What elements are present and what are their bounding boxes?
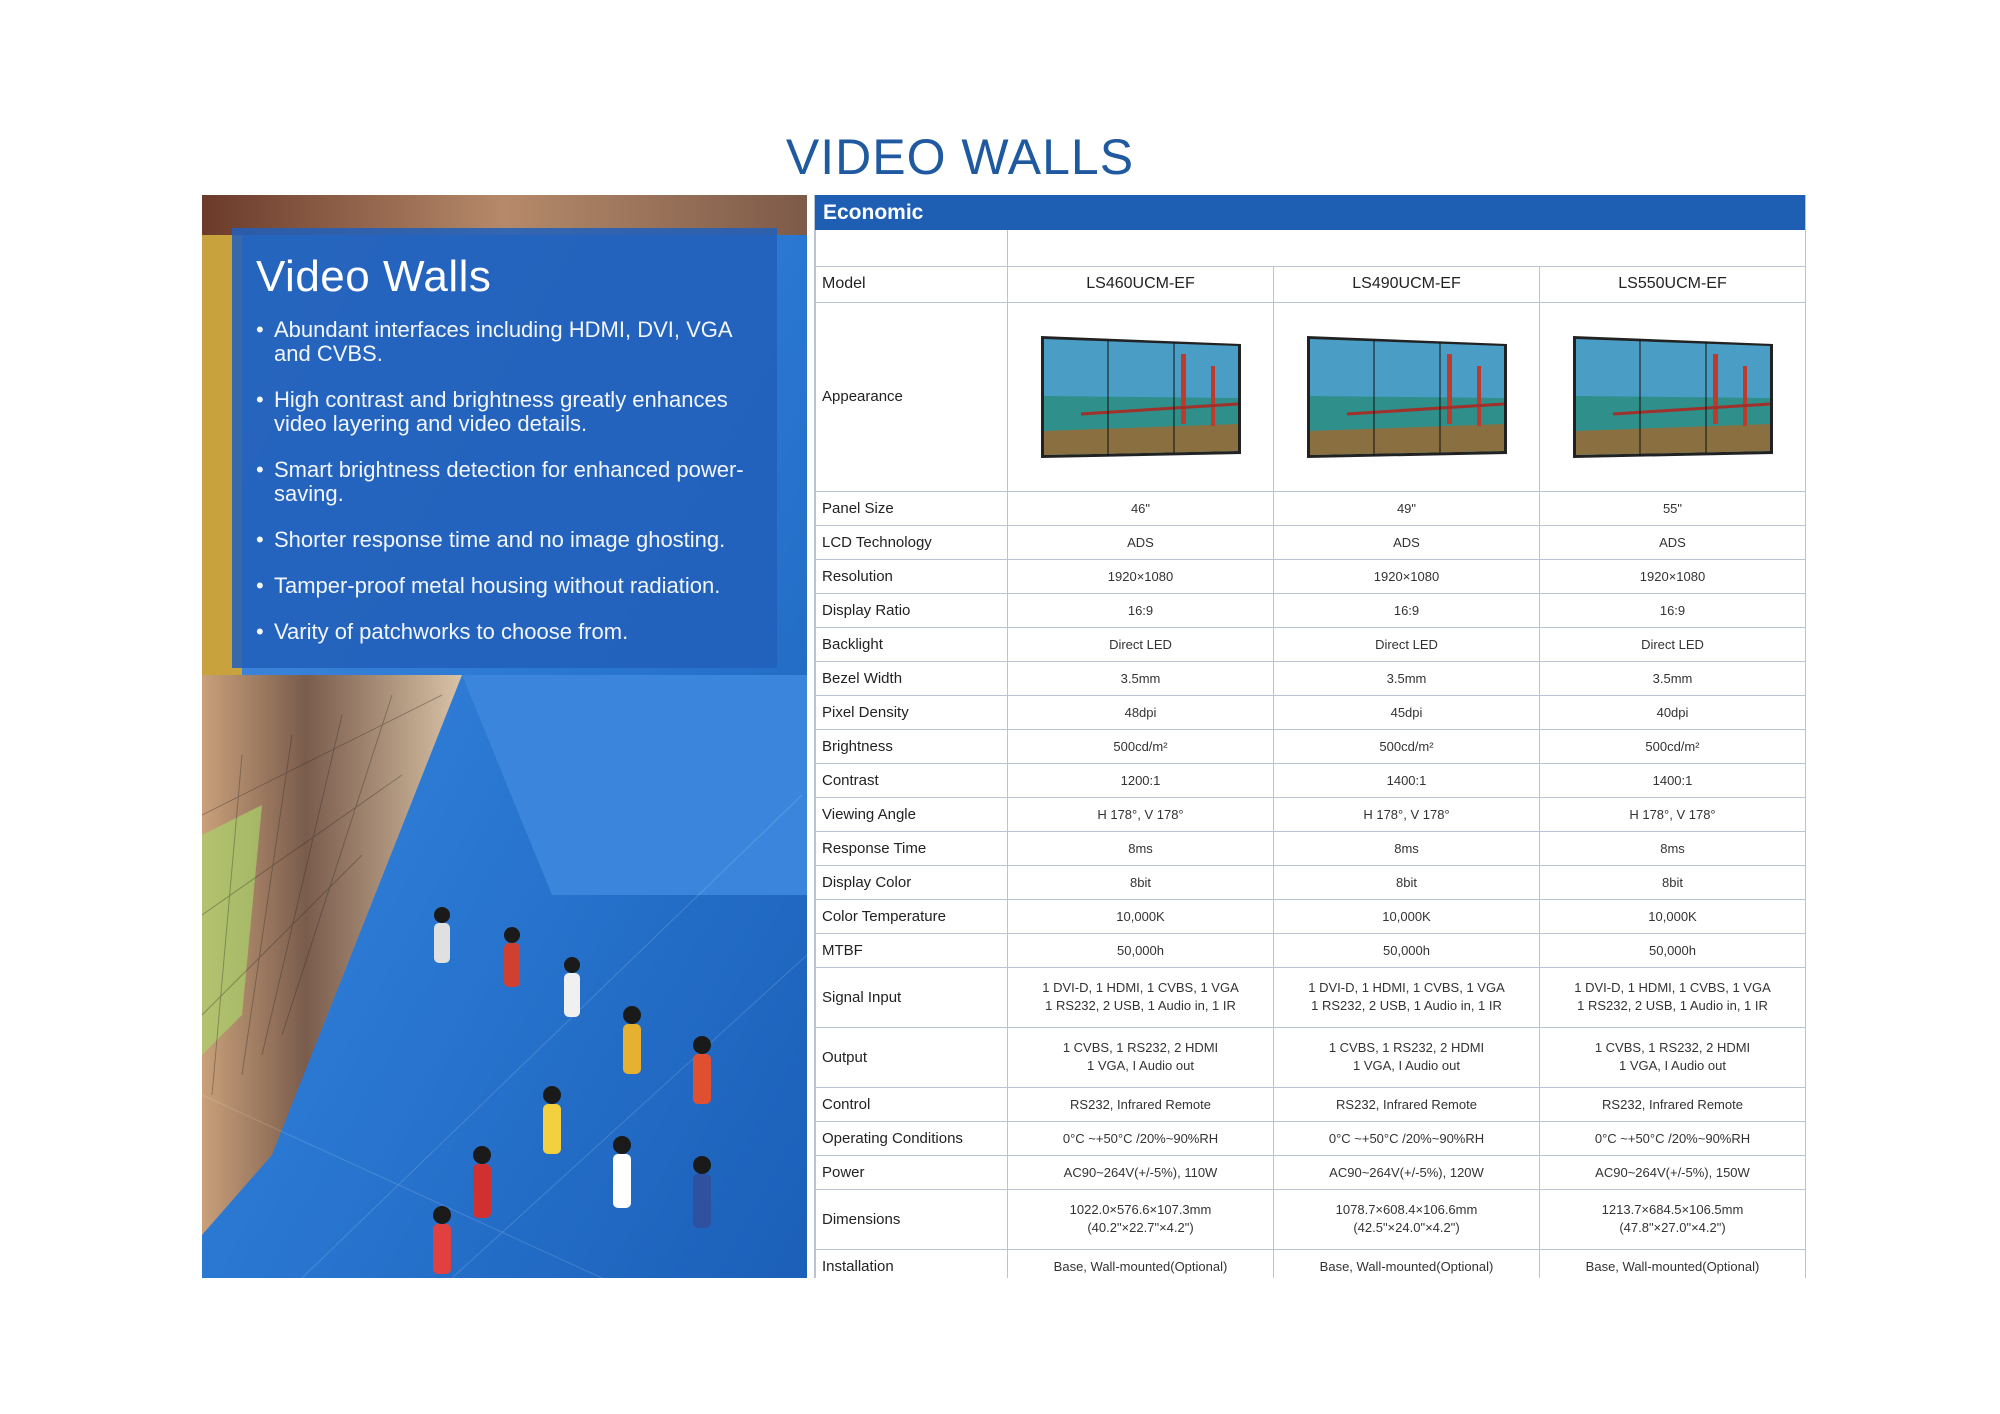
table-cell: 500cd/m² [1274,729,1540,763]
table-cell: 8ms [1008,831,1274,865]
table-cell: 8ms [1274,831,1540,865]
list-item [256,388,755,436]
table-row [816,1121,1806,1155]
table-row [816,763,1806,797]
cell-line: 1 RS232, 2 USB, 1 Audio in, 1 IR [1311,998,1502,1013]
list-item [256,574,755,598]
table-row [816,695,1806,729]
table-cell: 8ms [1540,831,1806,865]
table-cell: 0°C ~+50°C /20%~90%RH [1540,1121,1806,1155]
table-cell: 1400:1 [1274,763,1540,797]
table-cell: AC90~264V(+/-5%), 150W [1540,1155,1806,1189]
cell-line: 1213.7×684.5×106.5mm [1601,1202,1744,1217]
table-cell [816,230,1008,266]
cell-line: (40.2"×22.7"×4.2") [1087,1220,1194,1235]
table-cell: 16:9 [1008,593,1274,627]
model-row [816,266,1806,302]
row-label: Panel Size [816,491,1008,525]
page-title: VIDEO WALLS [785,129,1135,185]
row-label: Response Time [816,831,1008,865]
table-cell: 0°C ~+50°C /20%~90%RH [1008,1121,1274,1155]
table-cell: ADS [1274,525,1540,559]
cell-line: 1 DVI-D, 1 HDMI, 1 CVBS, 1 VGA [1042,980,1239,995]
row-label: Appearance [816,302,1008,491]
table-row [816,729,1806,763]
feature-text: Smart brightness detection for enhanced power-saving. [274,457,744,506]
table-cell: 8bit [1540,865,1806,899]
table-cell: 40dpi [1540,695,1806,729]
table-cell: 16:9 [1540,593,1806,627]
table-cell: 3.5mm [1008,661,1274,695]
row-label: Display Color [816,865,1008,899]
table-row [816,593,1806,627]
table-cell: 0°C ~+50°C /20%~90%RH [1274,1121,1540,1155]
cell-line: 1 VGA, I Audio out [1619,1058,1726,1073]
row-label: Viewing Angle [816,797,1008,831]
spec-sheet [814,195,1806,1278]
product-image [1307,336,1507,458]
table-cell: 16:9 [1274,593,1540,627]
bullet: • [256,619,264,644]
feature-text: Tamper-proof metal housing without radiation. [274,573,721,598]
table-cell: Base, Wall-mounted(Optional) [1008,1249,1274,1278]
table-cell: RS232, Infrared Remote [1008,1087,1274,1121]
table-cell [1008,1189,1274,1249]
cell-line: 1 CVBS, 1 RS232, 2 HDMI [1594,1040,1751,1055]
table-row [816,1189,1806,1249]
table-cell: RS232, Infrared Remote [1274,1087,1540,1121]
table-row [816,865,1806,899]
bullet: • [256,573,264,598]
row-label: Control [816,1087,1008,1121]
table-row [816,661,1806,695]
table-cell [1540,302,1806,491]
table-cell: 45dpi [1274,695,1540,729]
cell-line: 1 DVI-D, 1 HDMI, 1 CVBS, 1 VGA [1574,980,1771,995]
table-cell [1008,967,1274,1027]
table-cell [1274,967,1540,1027]
bullet: • [256,527,264,552]
section-header: Economic [815,195,1805,230]
table-row [816,1155,1806,1189]
table-row [816,1249,1806,1278]
table-cell: 500cd/m² [1008,729,1274,763]
cell-line: (42.5"×24.0"×4.2") [1353,1220,1460,1235]
table-cell: 8bit [1274,865,1540,899]
row-label: LCD Technology [816,525,1008,559]
table-cell: AC90~264V(+/-5%), 110W [1008,1155,1274,1189]
list-item [256,458,755,506]
row-label: Installation [816,1249,1008,1278]
cell-line: 1 VGA, I Audio out [1353,1058,1460,1073]
row-label: Model [816,266,1008,302]
table-cell: Direct LED [1274,627,1540,661]
row-label: Bezel Width [816,661,1008,695]
table-cell: 1200:1 [1008,763,1274,797]
bullet: • [256,317,264,342]
table-cell: Base, Wall-mounted(Optional) [1540,1249,1806,1278]
table-cell: 1920×1080 [1274,559,1540,593]
table-cell: Direct LED [1008,627,1274,661]
table-row [816,230,1806,266]
table-cell [1274,302,1540,491]
table-cell: 50,000h [1540,933,1806,967]
cell-line: 1078.7×608.4×106.6mm [1335,1202,1478,1217]
table-cell: 50,000h [1008,933,1274,967]
table-cell: 49" [1274,491,1540,525]
row-label: Contrast [816,763,1008,797]
table-cell: 1400:1 [1540,763,1806,797]
table-cell: AC90~264V(+/-5%), 120W [1274,1155,1540,1189]
features-panel [232,228,777,668]
bullet: • [256,457,264,482]
spec-table [815,230,1806,1278]
feature-text: High contrast and brightness greatly enhances video layering and video details. [274,387,728,436]
cell-line: 1 VGA, I Audio out [1087,1058,1194,1073]
table-cell: 8bit [1008,865,1274,899]
hero-image [202,195,807,1278]
model-name: LS490UCM-EF [1274,266,1540,302]
table-cell [1540,967,1806,1027]
table-row [816,1087,1806,1121]
feature-text: Abundant interfaces including HDMI, DVI, VGA and CVBS. [274,317,732,366]
table-row [816,797,1806,831]
table-cell: Direct LED [1540,627,1806,661]
model-name: LS550UCM-EF [1540,266,1806,302]
feature-list [256,318,755,644]
table-row [816,967,1806,1027]
table-row [816,627,1806,661]
product-image [1041,336,1241,458]
cell-line: 1 DVI-D, 1 HDMI, 1 CVBS, 1 VGA [1308,980,1505,995]
table-row [816,491,1806,525]
cell-line: 1 RS232, 2 USB, 1 Audio in, 1 IR [1577,998,1768,1013]
table-row [816,525,1806,559]
table-cell [1008,1027,1274,1087]
row-label: MTBF [816,933,1008,967]
row-label: Power [816,1155,1008,1189]
bullet: • [256,387,264,412]
table-cell: H 178°, V 178° [1540,797,1806,831]
row-label: Brightness [816,729,1008,763]
row-label: Pixel Density [816,695,1008,729]
crowd-figures [402,895,782,1278]
product-image [1573,336,1773,458]
table-cell: ADS [1540,525,1806,559]
panel-heading: Video Walls [256,252,492,301]
table-row [816,559,1806,593]
table-cell [1540,1189,1806,1249]
row-label: Signal Input [816,967,1008,1027]
list-item [256,620,755,644]
cell-line: (47.8"×27.0"×4.2") [1619,1220,1726,1235]
table-cell: ADS [1008,525,1274,559]
table-cell: 46" [1008,491,1274,525]
appearance-row [816,302,1806,491]
list-item [256,528,755,552]
table-cell: 1920×1080 [1008,559,1274,593]
row-label: Operating Conditions [816,1121,1008,1155]
table-cell: 50,000h [1274,933,1540,967]
cell-line: 1 CVBS, 1 RS232, 2 HDMI [1062,1040,1219,1055]
table-cell: 500cd/m² [1540,729,1806,763]
table-cell: 48dpi [1008,695,1274,729]
row-label: Output [816,1027,1008,1087]
table-cell: 1920×1080 [1540,559,1806,593]
cell-line: 1022.0×576.6×107.3mm [1069,1202,1212,1217]
table-row [816,1027,1806,1087]
table-cell: H 178°, V 178° [1274,797,1540,831]
cell-line: 1 RS232, 2 USB, 1 Audio in, 1 IR [1045,998,1236,1013]
table-cell: RS232, Infrared Remote [1540,1087,1806,1121]
table-cell [1274,1189,1540,1249]
row-label: Backlight [816,627,1008,661]
table-cell: 3.5mm [1540,661,1806,695]
table-cell: H 178°, V 178° [1008,797,1274,831]
row-label: Color Temperature [816,899,1008,933]
table-cell: 3.5mm [1274,661,1540,695]
row-label: Resolution [816,559,1008,593]
table-cell: 10,000K [1008,899,1274,933]
table-cell: Base, Wall-mounted(Optional) [1274,1249,1540,1278]
model-name: LS460UCM-EF [1008,266,1274,302]
table-cell [1274,1027,1540,1087]
cell-line: 1 CVBS, 1 RS232, 2 HDMI [1328,1040,1485,1055]
list-item [256,318,755,366]
table-row [816,933,1806,967]
row-label: Display Ratio [816,593,1008,627]
table-cell [1008,302,1274,491]
table-cell: 10,000K [1274,899,1540,933]
table-cell [1008,230,1806,266]
feature-text: Varity of patchworks to choose from. [274,619,629,644]
table-cell: 10,000K [1540,899,1806,933]
row-label: Dimensions [816,1189,1008,1249]
table-row [816,831,1806,865]
table-cell: 55" [1540,491,1806,525]
table-cell [1540,1027,1806,1087]
feature-text: Shorter response time and no image ghosting. [274,527,726,552]
table-row [816,899,1806,933]
